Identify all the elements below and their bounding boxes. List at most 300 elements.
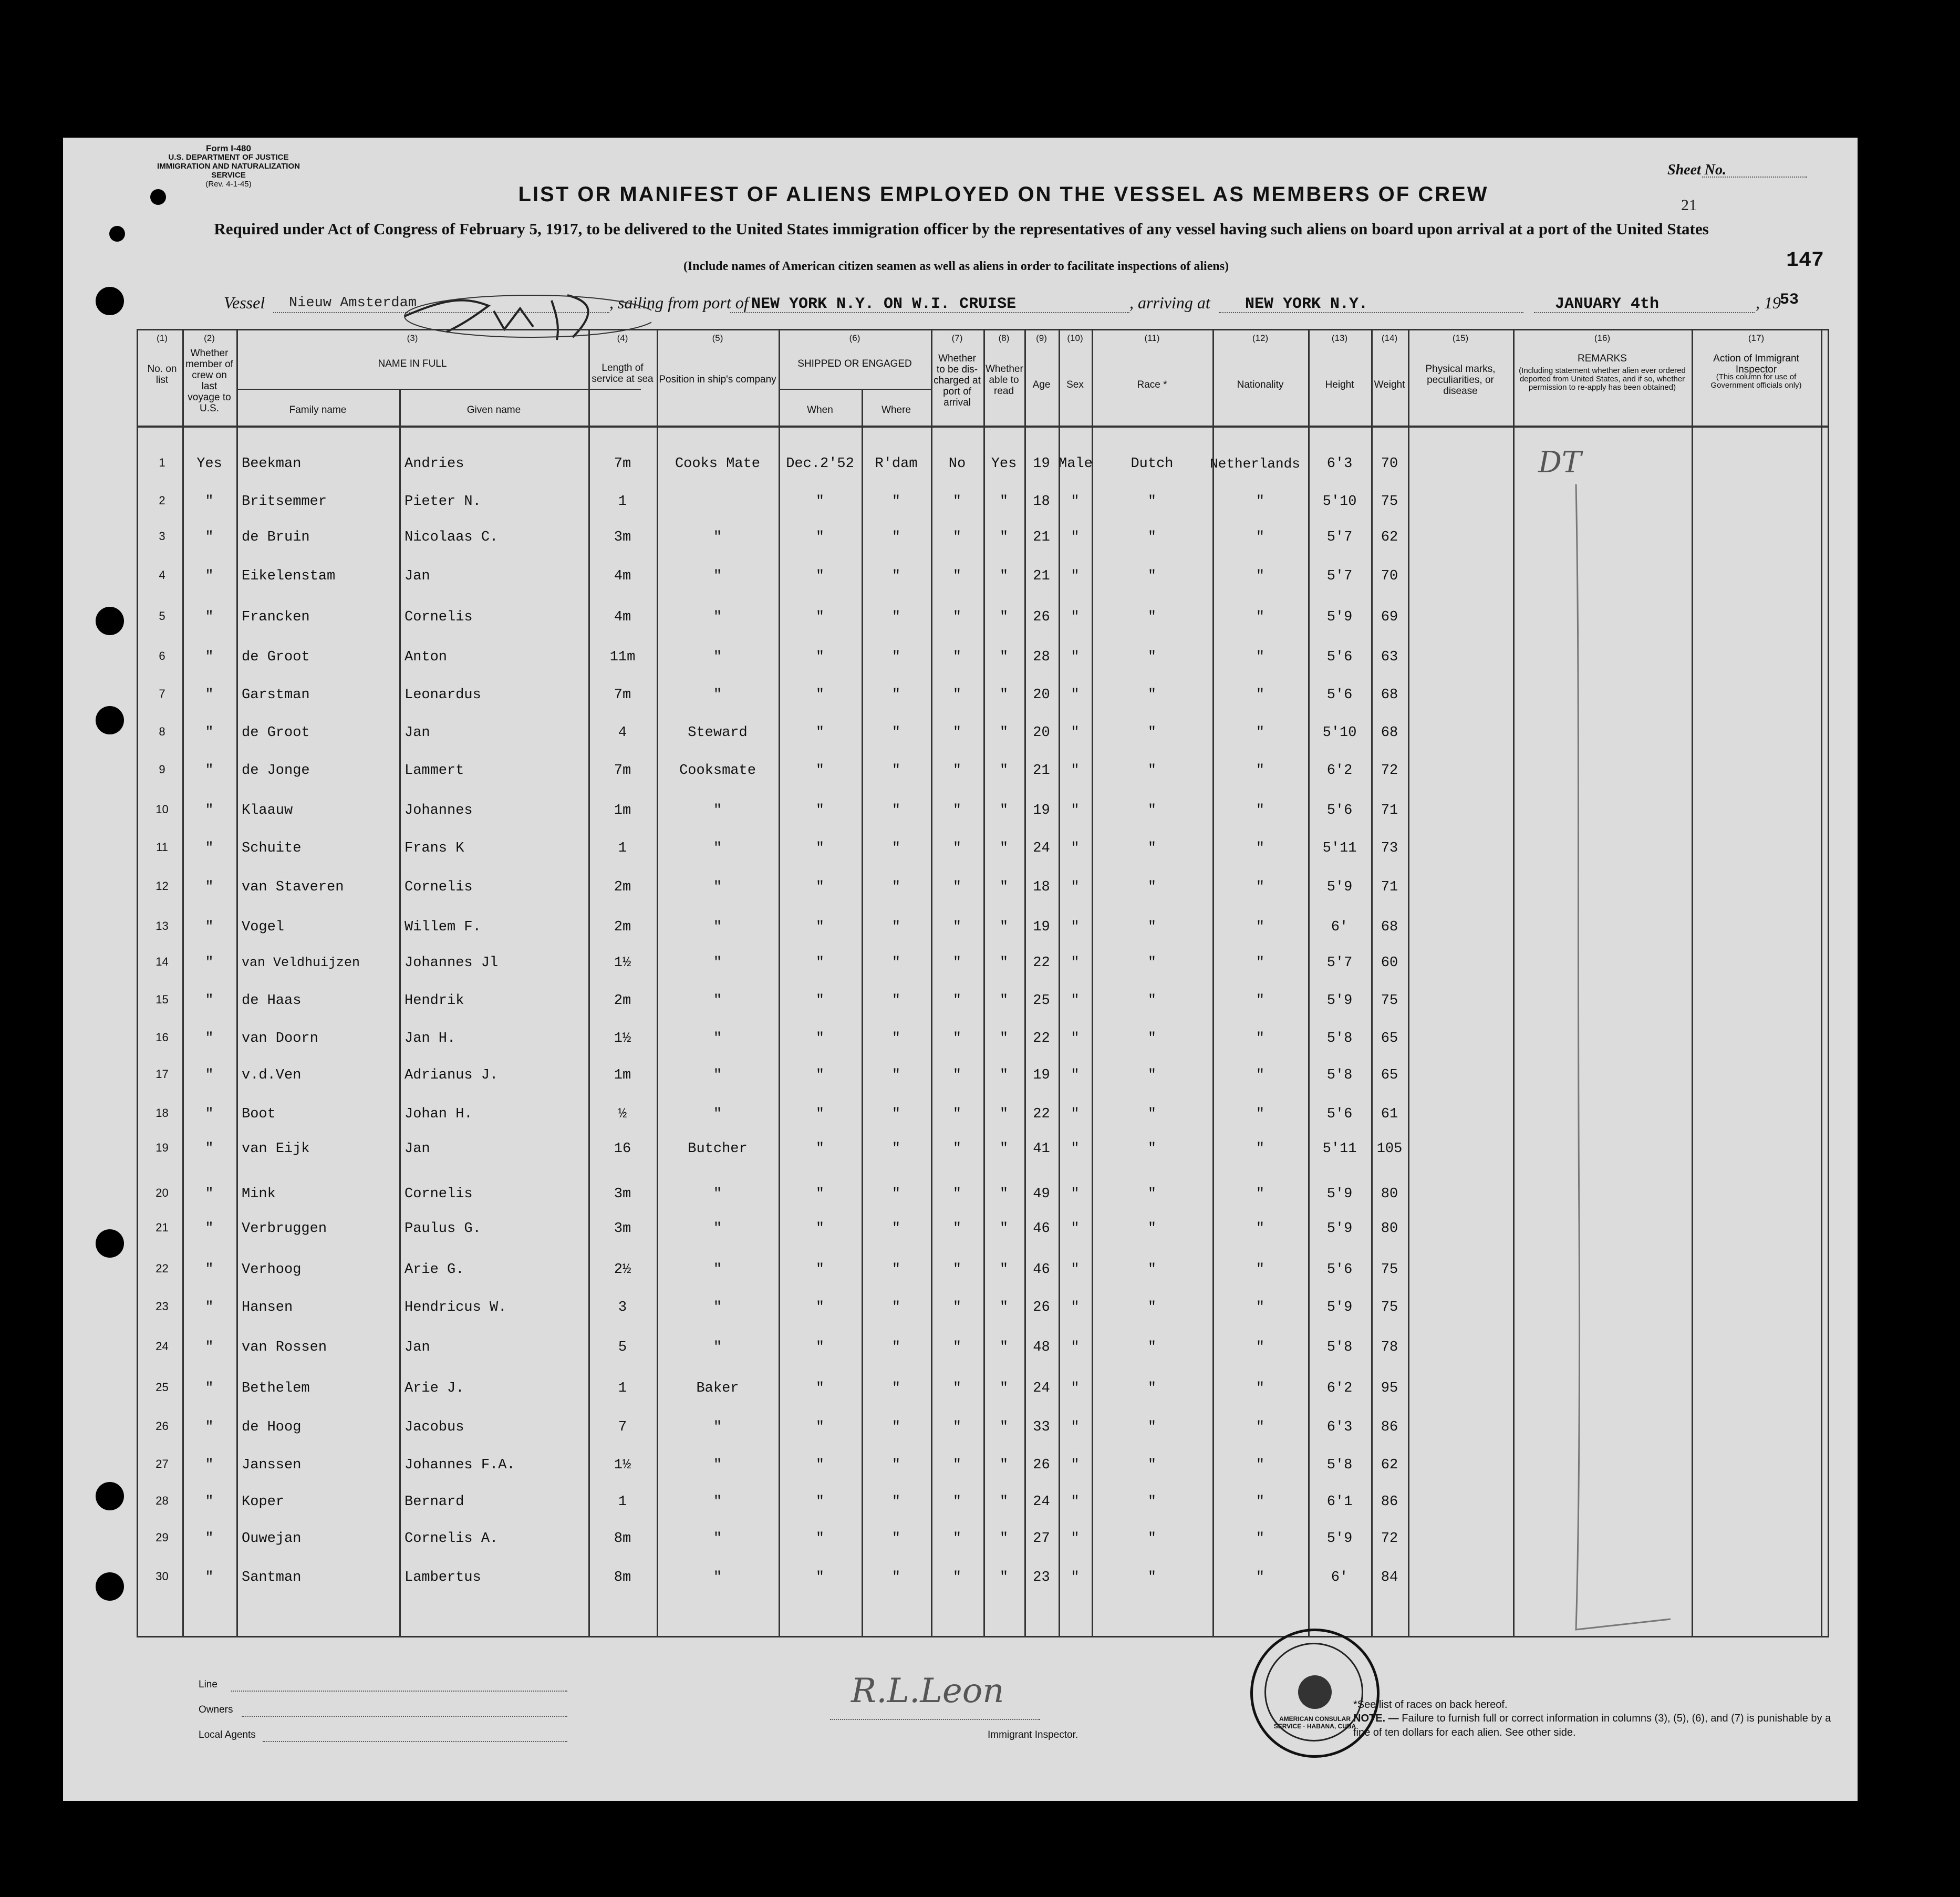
page-number: 147 [1786, 249, 1824, 273]
cell-nationality: " [1256, 1531, 1265, 1547]
cell-race: " [1147, 609, 1157, 625]
cell-no: 7 [159, 687, 165, 700]
cell-service: 4 [618, 725, 627, 741]
cell-height: 6'3 [1326, 456, 1353, 472]
cell-read: " [999, 494, 1009, 510]
cell-weight: 71 [1381, 879, 1398, 895]
cell-family: Hansen [242, 1300, 293, 1315]
cell-sex: " [1071, 494, 1080, 510]
cell-sex: " [1071, 1340, 1080, 1355]
cell-age: 26 [1033, 1300, 1050, 1315]
cell-given: Cornelis [405, 1186, 473, 1202]
cell-position: " [713, 1494, 722, 1510]
line-rule [231, 1691, 567, 1692]
cell-discharged: " [952, 494, 962, 510]
cell-prev: " [205, 1531, 214, 1547]
cell-race: " [1147, 530, 1157, 545]
column-header-c14: Weight [1374, 379, 1405, 390]
column-number-c4: (4) [617, 333, 628, 343]
cell-service: 1m [614, 1067, 631, 1083]
cell-given: Jan [405, 1141, 430, 1157]
form-number: Form I-480 [206, 143, 251, 153]
cell-service: 2m [614, 919, 631, 935]
cell-where: " [891, 919, 901, 935]
column-number-c13: (13) [1331, 333, 1348, 343]
cell-when: " [815, 1494, 825, 1510]
cell-nationality: " [1256, 1340, 1265, 1355]
cell-age: 24 [1033, 841, 1050, 856]
cell-no: 27 [155, 1457, 169, 1470]
cell-race: " [1147, 1494, 1157, 1510]
cell-service: 7m [614, 763, 631, 779]
cell-where: " [891, 1419, 901, 1435]
department: U.S. DEPARTMENT OF JUSTICE [168, 153, 289, 162]
cell-nationality: " [1256, 955, 1265, 971]
cell-race: " [1147, 803, 1157, 818]
cell-where: " [891, 955, 901, 971]
inspector-signature: R.L.Leon [851, 1672, 1004, 1711]
cell-age: 21 [1033, 763, 1050, 779]
cell-position: " [713, 955, 722, 971]
cell-service: ½ [618, 1106, 627, 1122]
cell-discharged: " [952, 1494, 962, 1510]
cell-no: 12 [155, 879, 169, 893]
cell-nationality: " [1256, 568, 1265, 584]
form-id [142, 144, 315, 189]
cell-position: " [713, 1031, 722, 1046]
cell-family: Verbruggen [242, 1221, 327, 1237]
cell-when: " [815, 1262, 825, 1278]
cell-weight: 80 [1381, 1221, 1398, 1237]
cell-family: van Veldhuijzen [242, 955, 360, 970]
cell-race: " [1147, 1067, 1157, 1083]
cell-position: Cooksmate [679, 763, 756, 779]
cell-read: " [999, 1419, 1009, 1435]
cell-when: Dec.2'52 [786, 456, 854, 472]
cell-position: " [713, 1067, 722, 1083]
cell-sex: " [1071, 1186, 1080, 1202]
cell-service: 7m [614, 687, 631, 703]
cell-family: Francken [242, 609, 310, 625]
cell-height: 5'6 [1326, 649, 1353, 665]
cell-sex: Male [1059, 456, 1093, 472]
cell-age: 25 [1033, 993, 1050, 1009]
cell-height: 5'10 [1322, 725, 1357, 741]
cell-no: 28 [155, 1494, 169, 1507]
cell-given: Arie J. [405, 1381, 464, 1396]
cell-discharged: " [952, 1381, 962, 1396]
cell-height: 6'1 [1326, 1494, 1353, 1510]
column-number-c7: (7) [951, 333, 963, 343]
sheet-number-line [1702, 177, 1807, 178]
cell-no: 21 [155, 1221, 169, 1234]
cell-service: 8m [614, 1531, 631, 1547]
cell-discharged: " [952, 879, 962, 895]
cell-nationality: " [1256, 1186, 1265, 1202]
cell-sex: " [1071, 568, 1080, 584]
cell-discharged: " [952, 763, 962, 779]
cell-weight: 78 [1381, 1340, 1398, 1355]
cell-discharged: " [952, 530, 962, 545]
cell-position: " [713, 1186, 722, 1202]
cell-family: van Staveren [242, 879, 344, 895]
cell-position: " [713, 1221, 722, 1237]
cell-no: 8 [159, 725, 165, 738]
cell-service: 1m [614, 803, 631, 818]
cell-nationality: " [1256, 649, 1265, 665]
eagle-seal-icon [1298, 1675, 1332, 1709]
cell-service: 2m [614, 993, 631, 1009]
cell-nationality: " [1256, 530, 1265, 545]
cell-service: 4m [614, 568, 631, 584]
cell-position: " [713, 1531, 722, 1547]
column-header-c12: Nationality [1237, 379, 1284, 390]
cell-read: " [999, 568, 1009, 584]
cell-sex: " [1071, 649, 1080, 665]
cell-prev: " [205, 1300, 214, 1315]
cell-where: " [891, 1570, 901, 1585]
cell-given: Cornelis [405, 609, 473, 625]
cell-race: " [1147, 1141, 1157, 1157]
cell-read: " [999, 609, 1009, 625]
cell-nationality: " [1256, 1106, 1265, 1122]
cell-race: " [1147, 919, 1157, 935]
cell-read: " [999, 1262, 1009, 1278]
column-number-c8: (8) [998, 333, 1010, 343]
cell-given: Johannes F.A. [405, 1457, 515, 1473]
cell-when: " [815, 725, 825, 741]
cell-service: 1½ [614, 955, 631, 971]
cell-race: " [1147, 993, 1157, 1009]
cell-when: " [815, 919, 825, 935]
cell-when: " [815, 1141, 825, 1157]
cell-family: Boot [242, 1106, 276, 1122]
cell-service: 7 [618, 1419, 627, 1435]
cell-service: 7m [614, 456, 631, 472]
cell-family: Ouwejan [242, 1531, 302, 1547]
cell-weight: 61 [1381, 1106, 1398, 1122]
punch-hole [96, 287, 124, 315]
cell-weight: 75 [1381, 1300, 1398, 1315]
cell-read: " [999, 1031, 1009, 1046]
inspector-rule [830, 1719, 1040, 1720]
cell-nationality: " [1256, 879, 1265, 895]
cell-nationality: " [1256, 919, 1265, 935]
cell-family: Beekman [242, 456, 302, 472]
year-label: , 19 [1756, 293, 1781, 312]
cell-weight: 70 [1381, 568, 1398, 584]
column-header-c17: Action of Immigrant Inspector [1713, 353, 1799, 375]
cell-discharged: " [952, 1221, 962, 1237]
cell-prev: " [205, 803, 214, 818]
cell-weight: 75 [1381, 993, 1398, 1009]
cell-where: " [891, 568, 901, 584]
note-text: Failure to furnish full or correct information in columns (3), (5), (6), and (7) is punishable by a fine of ten dollars for each alien. See other side. [1353, 1713, 1831, 1738]
cell-discharged: " [952, 1419, 962, 1435]
cell-read: " [999, 649, 1009, 665]
cell-discharged: " [952, 1186, 962, 1202]
cell-race: " [1147, 687, 1157, 703]
cell-when: " [815, 494, 825, 510]
cell-sex: " [1071, 1141, 1080, 1157]
cell-height: 5'8 [1326, 1031, 1353, 1046]
column-header-c5: Position in ship's company [659, 374, 776, 385]
cell-service: 1 [618, 494, 627, 510]
cell-position: " [713, 993, 722, 1009]
cell-prev: " [205, 1570, 214, 1585]
cell-age: 26 [1033, 1457, 1050, 1473]
cell-weight: 73 [1381, 841, 1398, 856]
cell-position: " [713, 1106, 722, 1122]
cell-where: " [891, 494, 901, 510]
cell-given: Johannes Jl [405, 955, 499, 971]
cell-family: Garstman [242, 687, 310, 703]
cell-weight: 72 [1381, 763, 1398, 779]
cell-no: 15 [155, 993, 169, 1006]
cell-discharged: " [952, 841, 962, 856]
cell-when: " [815, 1531, 825, 1547]
cell-prev: " [205, 530, 214, 545]
cell-family: Bethelem [242, 1381, 310, 1396]
cell-weight: 60 [1381, 955, 1398, 971]
cell-sex: " [1071, 919, 1080, 935]
cell-discharged: " [952, 803, 962, 818]
cell-read: " [999, 1340, 1009, 1355]
cell-when: " [815, 609, 825, 625]
cell-when: " [815, 530, 825, 545]
cell-where: " [891, 530, 901, 545]
column-header-where: Where [882, 405, 911, 416]
cell-given: Pieter N. [405, 494, 481, 510]
cell-weight: 62 [1381, 530, 1398, 545]
cell-when: " [815, 955, 825, 971]
cell-height: 5'7 [1326, 530, 1353, 545]
cell-family: van Eijk [242, 1141, 310, 1157]
cell-race: " [1147, 568, 1157, 584]
cell-given: Hendricus W. [405, 1300, 507, 1315]
cell-height: 5'8 [1326, 1067, 1353, 1083]
cell-where: " [891, 687, 901, 703]
cell-discharged: " [952, 1031, 962, 1046]
column-header-c4: Length of service at sea [592, 362, 654, 385]
cell-sex: " [1071, 1300, 1080, 1315]
column-header-c1: No. on list [147, 364, 177, 386]
cell-given: Johannes [405, 803, 473, 818]
cell-when: " [815, 1067, 825, 1083]
cell-sex: " [1071, 1067, 1080, 1083]
cell-given: Bernard [405, 1494, 464, 1510]
cell-nationality: " [1256, 1221, 1265, 1237]
cell-weight: 84 [1381, 1570, 1398, 1585]
cell-given: Johan H. [405, 1106, 473, 1122]
cell-position: " [713, 649, 722, 665]
cell-nationality: " [1256, 687, 1265, 703]
cell-where: " [891, 1494, 901, 1510]
cell-race: " [1147, 649, 1157, 665]
cell-where: " [891, 1340, 901, 1355]
cell-read: " [999, 1106, 1009, 1122]
column-header-c11: Race * [1137, 379, 1167, 390]
cell-age: 21 [1033, 568, 1050, 584]
cell-nationality: " [1256, 993, 1265, 1009]
cell-no: 9 [159, 763, 165, 776]
cell-where: R'dam [875, 456, 918, 472]
cell-race: " [1147, 1457, 1157, 1473]
cell-position: " [713, 1340, 722, 1355]
cell-given: Lammert [405, 763, 464, 779]
cell-position: " [713, 1300, 722, 1315]
cell-family: Vogel [242, 919, 285, 935]
cell-nationality: " [1256, 1570, 1265, 1585]
cell-nationality: " [1256, 609, 1265, 625]
pencil-line [1534, 484, 1692, 1666]
column-number-c12: (12) [1252, 333, 1269, 343]
cell-discharged: " [952, 1340, 962, 1355]
cell-weight: 86 [1381, 1494, 1398, 1510]
cell-height: 5'6 [1326, 1262, 1353, 1278]
cell-read: " [999, 1221, 1009, 1237]
cell-race: " [1147, 879, 1157, 895]
cell-service: 1 [618, 1494, 627, 1510]
cell-prev: " [205, 609, 214, 625]
sheet-number: 21 [1681, 196, 1697, 214]
cell-where: " [891, 725, 901, 741]
line-label: Line [199, 1679, 217, 1690]
cell-read: " [999, 687, 1009, 703]
cell-where: " [891, 1031, 901, 1046]
cell-sex: " [1071, 1106, 1080, 1122]
cell-when: " [815, 1457, 825, 1473]
page-title: LIST OR MANIFEST OF ALIENS EMPLOYED ON THE VESSEL AS MEMBERS OF CREW [518, 183, 1489, 206]
cell-age: 18 [1033, 879, 1050, 895]
cell-where: " [891, 1381, 901, 1396]
cell-prev: " [205, 1419, 214, 1435]
cell-prev: " [205, 993, 214, 1009]
cell-where: " [891, 1531, 901, 1547]
cell-prev: " [205, 1031, 214, 1046]
cell-family: de Haas [242, 993, 302, 1009]
cell-race: " [1147, 955, 1157, 971]
cell-sex: " [1071, 1221, 1080, 1237]
cell-height: 5'9 [1326, 993, 1353, 1009]
cell-discharged: " [952, 1262, 962, 1278]
cell-family: de Jonge [242, 763, 310, 779]
cell-prev: " [205, 1221, 214, 1237]
cell-race: Dutch [1131, 456, 1174, 472]
cell-where: " [891, 803, 901, 818]
cell-when: " [815, 1031, 825, 1046]
cell-sex: " [1071, 955, 1080, 971]
header-bottom-rule [137, 426, 1829, 428]
cell-position: " [713, 1457, 722, 1473]
cell-nationality: " [1256, 841, 1265, 856]
cell-age: 46 [1033, 1221, 1050, 1237]
cell-height: 6'2 [1326, 1381, 1353, 1396]
cell-no: 22 [155, 1262, 169, 1275]
cell-position: " [713, 879, 722, 895]
cell-discharged: " [952, 1106, 962, 1122]
cell-weight: 63 [1381, 649, 1398, 665]
cell-where: " [891, 609, 901, 625]
column-number-c6: (6) [849, 333, 860, 343]
column-subheader-remarks: (Including statement whether alien ever ordered deported from United States, and if so, whether permission to re-apply has been obtained) [1519, 366, 1686, 392]
cell-given: Jacobus [405, 1419, 464, 1435]
agents-rule [263, 1741, 567, 1742]
cell-prev: " [205, 1067, 214, 1083]
cell-height: 5'11 [1322, 1141, 1357, 1157]
cell-prev: " [205, 919, 214, 935]
cell-no: 25 [155, 1381, 169, 1394]
cell-where: " [891, 879, 901, 895]
cell-weight: 75 [1381, 1262, 1398, 1278]
cell-discharged: " [952, 993, 962, 1009]
cell-nationality: " [1256, 725, 1265, 741]
owners-rule [242, 1716, 567, 1717]
column-header-c3: NAME IN FULL [378, 358, 447, 369]
cell-family: v.d.Ven [242, 1067, 302, 1083]
cell-given: Jan [405, 725, 430, 741]
cell-given: Andries [405, 456, 464, 472]
cell-age: 20 [1033, 725, 1050, 741]
cell-family: Verhoog [242, 1262, 302, 1278]
cell-given: Nicolaas C. [405, 530, 499, 545]
cell-given: Anton [405, 649, 448, 665]
races-note: *See list of races on back hereof. [1353, 1699, 1508, 1711]
cell-where: " [891, 1141, 901, 1157]
cell-service: 2m [614, 879, 631, 895]
cell-read: " [999, 530, 1009, 545]
column-number-c17: (17) [1748, 333, 1765, 343]
cell-height: 5'8 [1326, 1457, 1353, 1473]
cell-family: de Hoog [242, 1419, 302, 1435]
cell-prev: " [205, 1381, 214, 1396]
cell-race: " [1147, 841, 1157, 856]
cell-where: " [891, 649, 901, 665]
cell-race: " [1147, 1340, 1157, 1355]
cell-read: " [999, 763, 1009, 779]
cell-race: " [1147, 1570, 1157, 1585]
cell-sex: " [1071, 993, 1080, 1009]
service: IMMIGRATION AND NATURALIZATION SERVICE [157, 162, 300, 180]
cell-race: " [1147, 494, 1157, 510]
note-label: NOTE. — [1353, 1713, 1399, 1724]
cell-prev: " [205, 1262, 214, 1278]
cell-weight: 80 [1381, 1186, 1398, 1202]
cell-read: " [999, 1457, 1009, 1473]
cell-sex: " [1071, 763, 1080, 779]
cell-family: de Bruin [242, 530, 310, 545]
cell-read: " [999, 1300, 1009, 1315]
cell-race: " [1147, 1106, 1157, 1122]
cell-given: Cornelis [405, 879, 473, 895]
cell-read: " [999, 841, 1009, 856]
cell-sex: " [1071, 841, 1080, 856]
cell-family: van Rossen [242, 1340, 327, 1355]
cell-prev: " [205, 725, 214, 741]
cell-sex: " [1071, 1031, 1080, 1046]
cell-where: " [891, 993, 901, 1009]
cell-race: " [1147, 1381, 1157, 1396]
cell-discharged: " [952, 609, 962, 625]
cell-prev: " [205, 1494, 214, 1510]
cell-nationality: " [1256, 1381, 1265, 1396]
cell-weight: 65 [1381, 1031, 1398, 1046]
column-number-c2: (2) [204, 333, 215, 343]
cell-height: 5'9 [1326, 1300, 1353, 1315]
cell-age: 20 [1033, 687, 1050, 703]
cell-race: " [1147, 1262, 1157, 1278]
cell-service: 4m [614, 609, 631, 625]
